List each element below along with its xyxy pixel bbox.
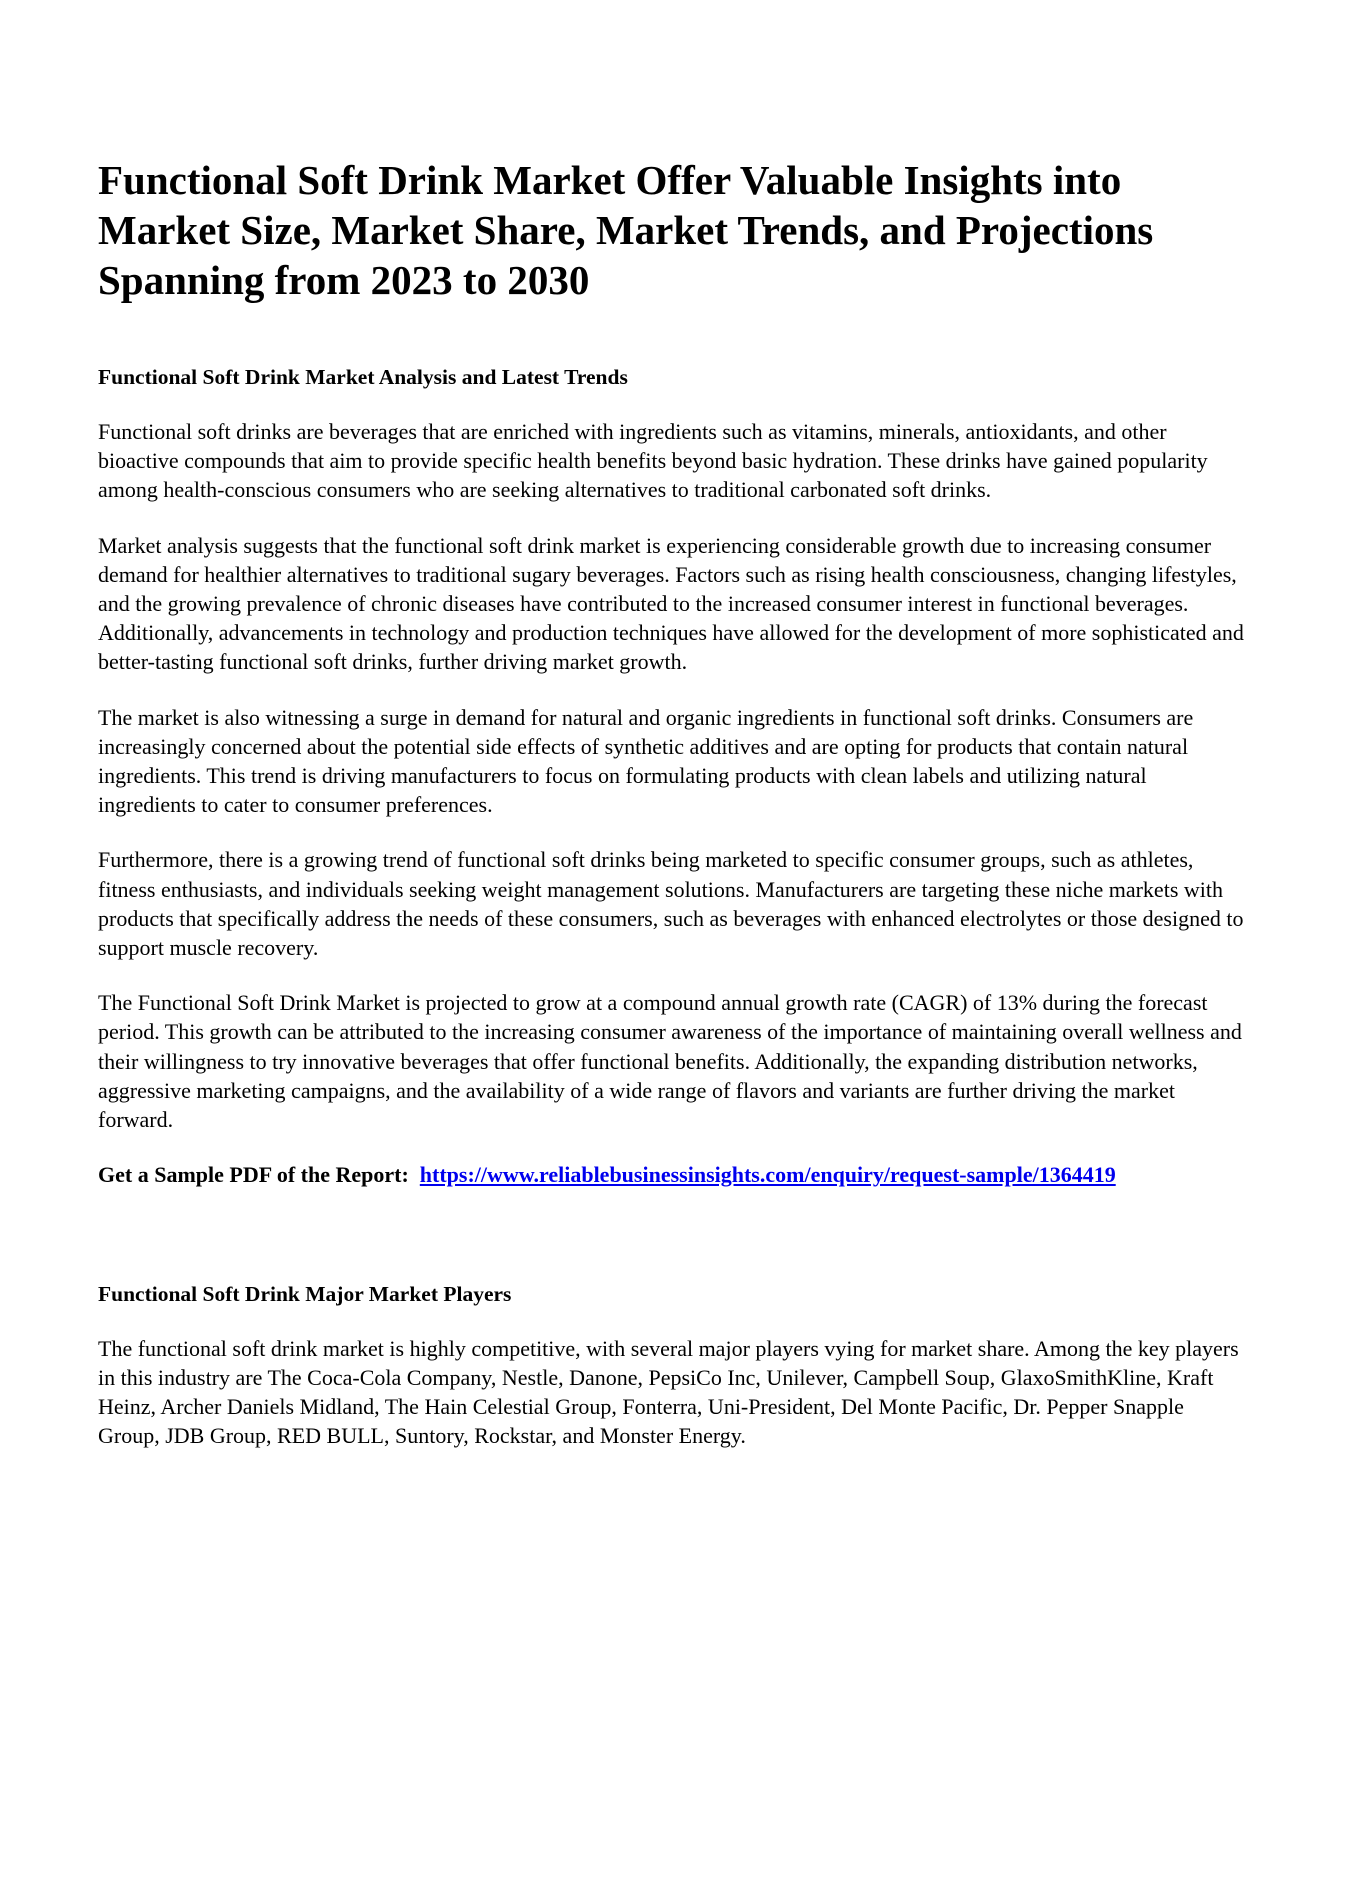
section-spacer xyxy=(98,1216,1245,1280)
paragraph-market-analysis: Market analysis suggests that the functional soft drink market is experiencing considerable growth due to increasing consumer demand for healthier alternatives to traditional sugary beverages. Factors such as rising health consciousness, changing lifestyles, and the growing prevalence of chronic diseases have contributed to the increased consumer interest in functional beverages. Additionally, advancements in technology and production techniques have allowed for the development of more sophisticated and better-tasting functional soft drinks, further driving market growth. xyxy=(98,532,1244,675)
paragraph-consumer-groups: Furthermore, there is a growing trend of functional soft drinks being marketed to specific consumer groups, such as athletes, fitness enthusiasts, and individuals seeking weight management solutions. Manufacturers are targeting these niche markets with products that specifically address the needs of these consumers, such as beverages with enhanced electrolytes or those designed to support muscle recovery. xyxy=(98,847,1244,961)
page-bottom-spacer xyxy=(98,1477,1245,1617)
paragraph-intro: Functional soft drinks are beverages that are enriched with ingredients such as vitamins, minerals, antioxidants, and other bioactive compounds that aim to provide specific health benefits beyond basic hydration. These drinks have gained popularity among health-conscious consumers who are seeking alternatives to traditional carbonated soft drinks. xyxy=(98,419,1208,503)
paragraph-natural-ingredients: The market is also witnessing a surge in demand for natural and organic ingredients in functional soft drinks. Consumers are increasingly concerned about the potential side effects of synthetic additives and are opting for products that contain natural ingredients. This trend is driving manufacturers to focus on formulating products with clean labels and utilizing natural ingredients to cater to consumer preferences. xyxy=(98,704,1194,818)
sample-pdf-cta xyxy=(98,1160,1245,1190)
page-title: Functional Soft Drink Market Offer Valuable Insights into Market Size, Market Share, Market Trends, and Projections Spanning from 2023 to 2030 xyxy=(98,157,1154,303)
paragraph-major-players: The functional soft drink market is highly competitive, with several major players vying for market share. Among the key players in this industry are The Coca-Cola Company, Nestle, Danone, PepsiCo Inc, Unilever, Campbell Soup, GlaxoSmithKline, Kraft Heinz, Archer Daniels Midland, The Hain Celestial Group, Fonterra, Uni-President, Del Monte Pacific, Dr. Pepper Snapple Group, JDB Group, RED BULL, Suntory, Rockstar, and Monster Energy. xyxy=(98,1335,1239,1449)
sample-pdf-link[interactable]: https://www.reliablebusinessinsights.com/enquiry/request-sample/1364419 xyxy=(419,1162,1116,1188)
section-heading-major-players: Functional Soft Drink Major Market Players xyxy=(98,1281,512,1306)
section-heading-analysis: Functional Soft Drink Market Analysis and Latest Trends xyxy=(98,365,628,389)
sample-pdf-label: Get a Sample PDF of the Report: xyxy=(98,1162,409,1188)
paragraph-cagr-projection: The Functional Soft Drink Market is projected to grow at a compound annual growth rate (CAGR) of 13% during the forecast period. This growth can be attributed to the increasing consumer awareness of the importance of maintaining overall wellness and their willingness to try innovative beverages that offer functional benefits. Additionally, the expanding distribution networks, aggressive marketing campaigns, and the availability of a wide range of flavors and variants are further driving the market forward. xyxy=(98,990,1242,1133)
